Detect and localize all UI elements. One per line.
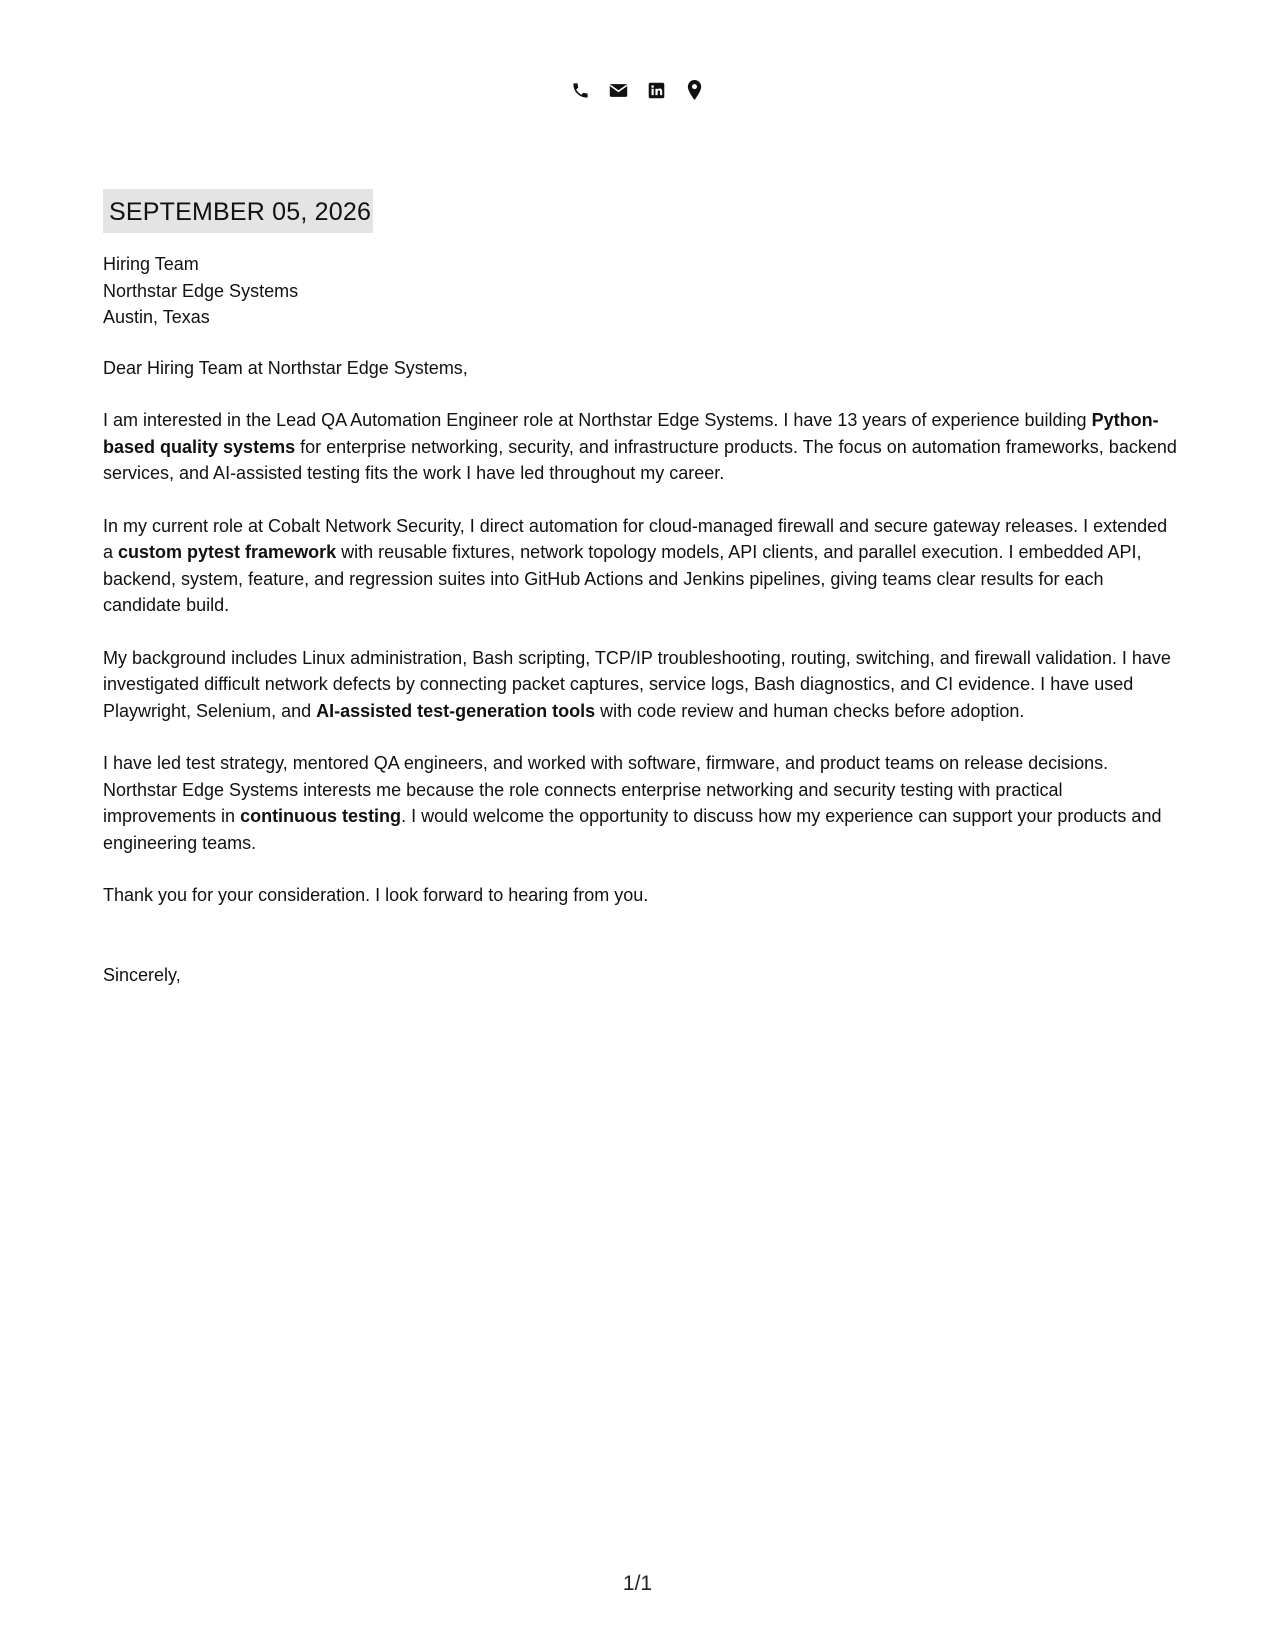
email-icon[interactable] — [609, 80, 629, 100]
paragraph-2-emphasis: custom pytest framework — [118, 542, 337, 562]
recipient-block — [103, 251, 1178, 331]
paragraph-1 — [103, 407, 1178, 487]
paragraph-3-text-c: with code review and human checks before adoption. — [595, 700, 1025, 721]
paragraph-1-emphasis: Python-based quality systems — [103, 410, 1159, 457]
paragraph-4-text-c: . I would welcome the opportunity to discuss how my experience can support your products and engineering teams. — [103, 806, 1162, 853]
recipient-name: Hiring Team — [103, 254, 199, 274]
paragraph-2-text-a: In my current role at Cobalt Network Security, I direct automation for cloud-managed firewall and secure gateway releases. I extended a — [103, 515, 1168, 562]
paragraph-1-text-c: for enterprise networking, security, and infrastructure products. The focus on automation frameworks, backend services, and AI-assisted testing fits the work I have led throughout my career. — [103, 436, 1177, 483]
paragraph-3-emphasis: AI-assisted test-generation tools — [316, 700, 596, 721]
linkedin-icon[interactable] — [647, 80, 667, 100]
paragraph-3-text-a: My background includes Linux administration, Bash scripting, TCP/IP troubleshooting, routing, switching, and firewall validation. I have investigated difficult network defects by connecting packet captures, service logs, Bash diagnostics, and CI evidence. I have used Playwright, Selenium, and — [103, 647, 1171, 721]
paragraph-4-emphasis: continuous testing — [240, 806, 402, 826]
page-number: 1/1 — [622, 1572, 653, 1595]
paragraph-2 — [103, 513, 1178, 619]
phone-icon[interactable] — [571, 80, 591, 100]
signoff: Sincerely, — [103, 964, 181, 985]
recipient-location: Austin, Texas — [103, 307, 210, 327]
location-icon[interactable] — [685, 80, 705, 100]
salutation: Dear Hiring Team at Northstar Edge Systems, — [103, 357, 468, 378]
letter-date: SEPTEMBER 05, 2026 — [103, 189, 373, 233]
paragraph-1-text-a: I am interested in the Lead QA Automation Engineer role at Northstar Edge Systems. I have 13 years of experience building — [103, 410, 1092, 430]
cover-letter — [103, 189, 1178, 988]
contact-icon-bar — [0, 80, 1275, 100]
recipient-company: Northstar Edge Systems — [103, 280, 299, 301]
paragraph-2-text-c: with reusable fixtures, network topology models, API clients, and parallel execution. I embedded API, backend, system, feature, and regression suites into GitHub Actions and Jenkins pipelines, giving teams clear results for each candidate build. — [103, 542, 1142, 615]
paragraph-4-text-a: I have led test strategy, mentored QA engineers, and worked with software, firmware, and product teams on release decisions. Northstar Edge Systems interests me because the role connects enterprise networking and security testing with practical improvements in — [103, 753, 1109, 826]
closing-line: Thank you for your consideration. I look forward to hearing from you. — [103, 885, 649, 905]
paragraph-4 — [103, 750, 1178, 856]
paragraph-3 — [103, 645, 1178, 725]
